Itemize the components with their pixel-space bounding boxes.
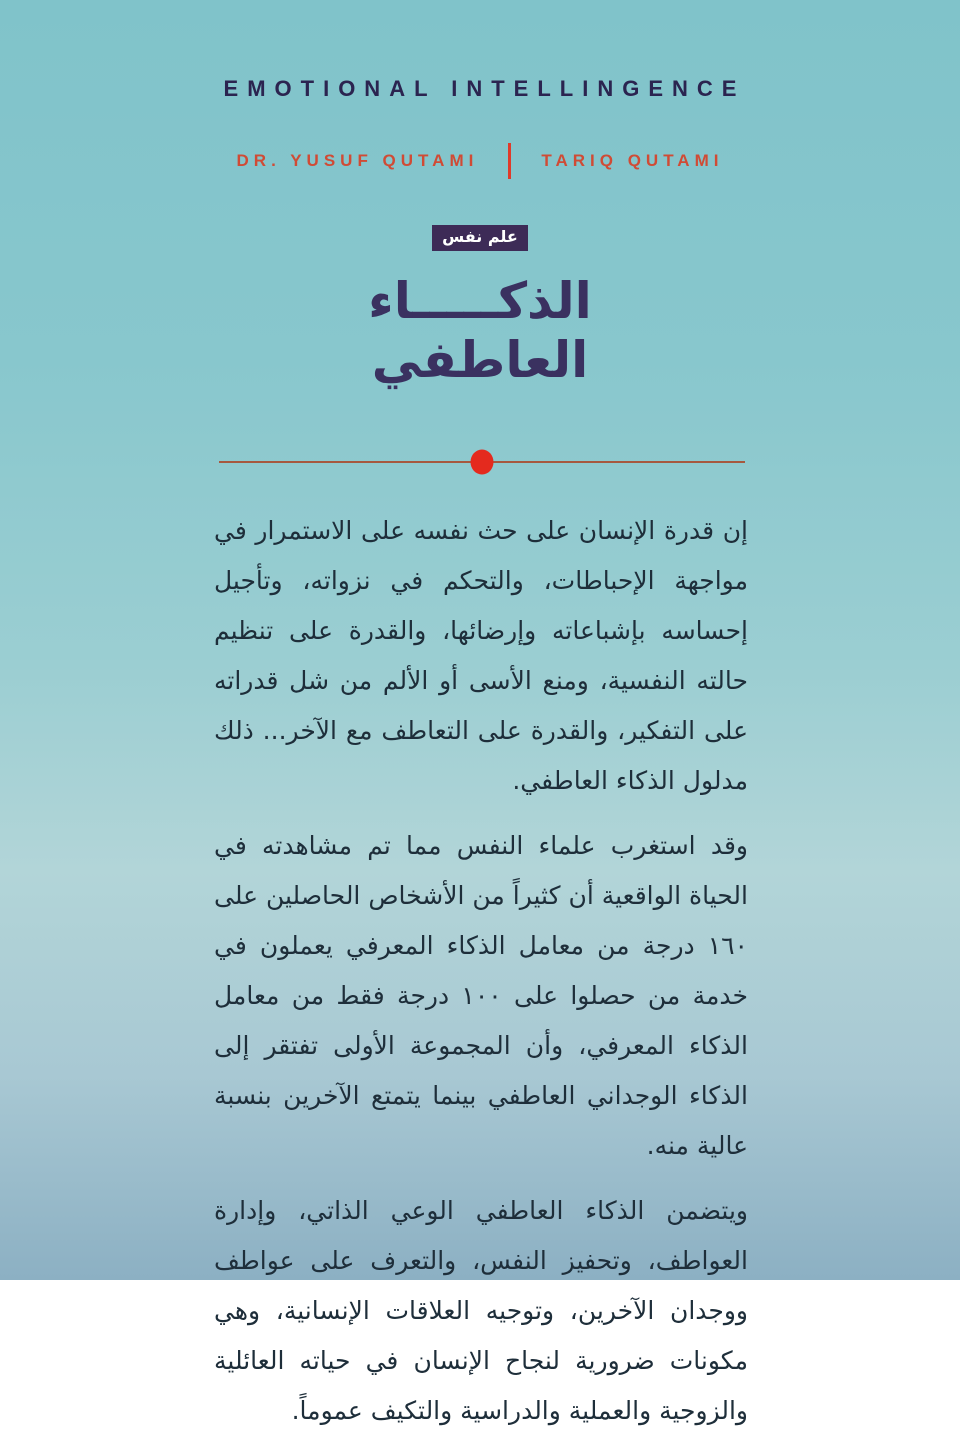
description-text (214, 506, 748, 1436)
arabic-title (0, 272, 960, 390)
divider-dot (471, 450, 494, 475)
section-divider (219, 461, 745, 463)
arabic-title-line1: الذكـــــاء (368, 272, 592, 330)
paragraph: وقد استغرب علماء النفس مما تم مشاهدته في الحياة الواقعية أن كثيراً من الأشخاص الحاصلين على ١٦٠ درجة من معامل الذكاء المعرفي يعملون في خدمة من حصلوا على ١٠٠ درجة فقط من معامل الذكاء المعرفي، وأن المجموعة الأولى تفتقر إلى الذكاء الوجداني العاطفي بينما يتمتع الآخرين بنسبة عالية منه. (214, 831, 748, 1160)
badge-row (0, 225, 960, 251)
english-title: EMOTIONAL INTELLINGENCE (223, 76, 746, 101)
author-secondary: TARIQ QUTAMI (541, 151, 724, 170)
authors-row (0, 143, 960, 179)
author-primary: DR. YUSUF QUTAMI (236, 151, 479, 170)
paragraph: ويتضمن الذكاء العاطفي الوعي الذاتي، وإدارة العواطف، وتحفيز النفس، والتعرف على عواطف ووجدان الآخرين، وتوجيه العلاقات الإنسانية، وهي مكونات ضرورية لنجاح الإنسان في حياته العائلية والزوجية والعملية والدراسية والتكيف عموماً. (214, 1196, 748, 1425)
author-separator-bar (508, 143, 511, 179)
category-badge: علم نفس (432, 225, 528, 251)
paragraph: إن قدرة الإنسان على حث نفسه على الاستمرار في مواجهة الإحباطات، والتحكم في نزواته، وتأجيل إحساسه بإشباعاته وإرضائها، والقدرة على تنظيم حالته النفسية، ومنع الأسى أو الألم من شل قدراته على التفكير، والقدرة على التعاطف مع الآخر... ذلك مدلول الذكاء العاطفي. (214, 516, 748, 795)
arabic-title-line2: العاطفي (371, 331, 589, 389)
